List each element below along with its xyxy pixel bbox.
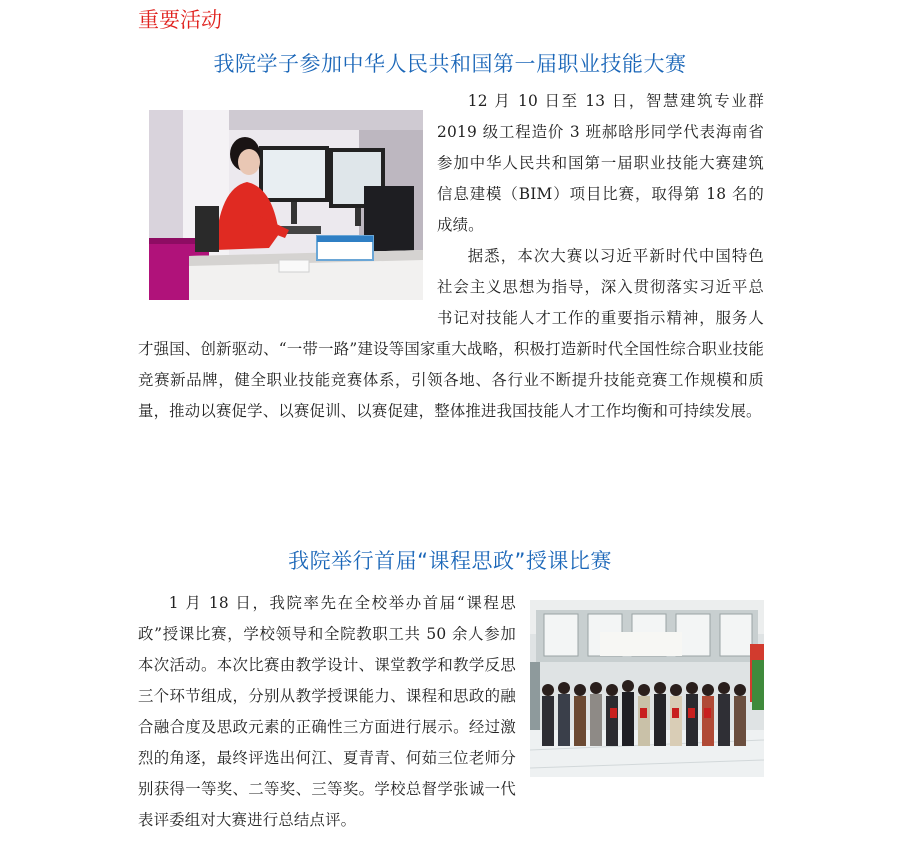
article-2-body: [138, 588, 764, 836]
article-2-paragraph-1: 1 月 18 日，我院率先在全校举办首届“课程思政”授课比赛，学校领导和全院教职工共 50 余人参加本次活动。本次比赛由教学设计、课堂教学和教学反思三个环节组成，分别从教学授课能力、课程和思政的融合融合度及思政元素的正确性三方面进行展示。经过激烈的角逐，最终评选出何江、夏青青、何茹三位老师分别获得一等奖、二等奖、三等奖。学校总督学张诚一代表评委组对大赛进行总结点评。: [138, 594, 516, 829]
article-1-paragraph-2: 据悉，本次大赛以习近平新时代中国特色社会主义思想为指导，深入贯彻落实习近平总书记对技能人才工作的重要指示精神，服务人才强国、创新驱动、“一带一路”建设等国家重大战略，积极打造新时代全国性综合职业技能竞赛新品牌，健全职业技能竞赛体系，引领各地、各行业不断提升技能竞赛工作规模和质量，推动以赛促学、以赛促训、以赛促建，整体推进我国技能人才工作均衡和可持续发展。: [138, 247, 764, 420]
award-group-photo: [530, 600, 764, 777]
article-1-title: 我院学子参加中华人民共和国第一届职业技能大赛: [213, 52, 687, 76]
competition-photo: [149, 110, 423, 300]
article-1-paragraph-1: 12 月 10 日至 13 日，智慧建筑专业群 2019 级工程造价 3 班郝晗彤同学代表海南省参加中华人民共和国第一届职业技能大赛建筑信息建模（BIM）项目比赛，取得第 18 名的成绩。: [437, 92, 764, 234]
article-2-title: 我院举行首届“课程思政”授课比赛: [288, 549, 612, 573]
section-label: 重要活动: [138, 8, 222, 32]
article-1-body: [138, 86, 764, 427]
